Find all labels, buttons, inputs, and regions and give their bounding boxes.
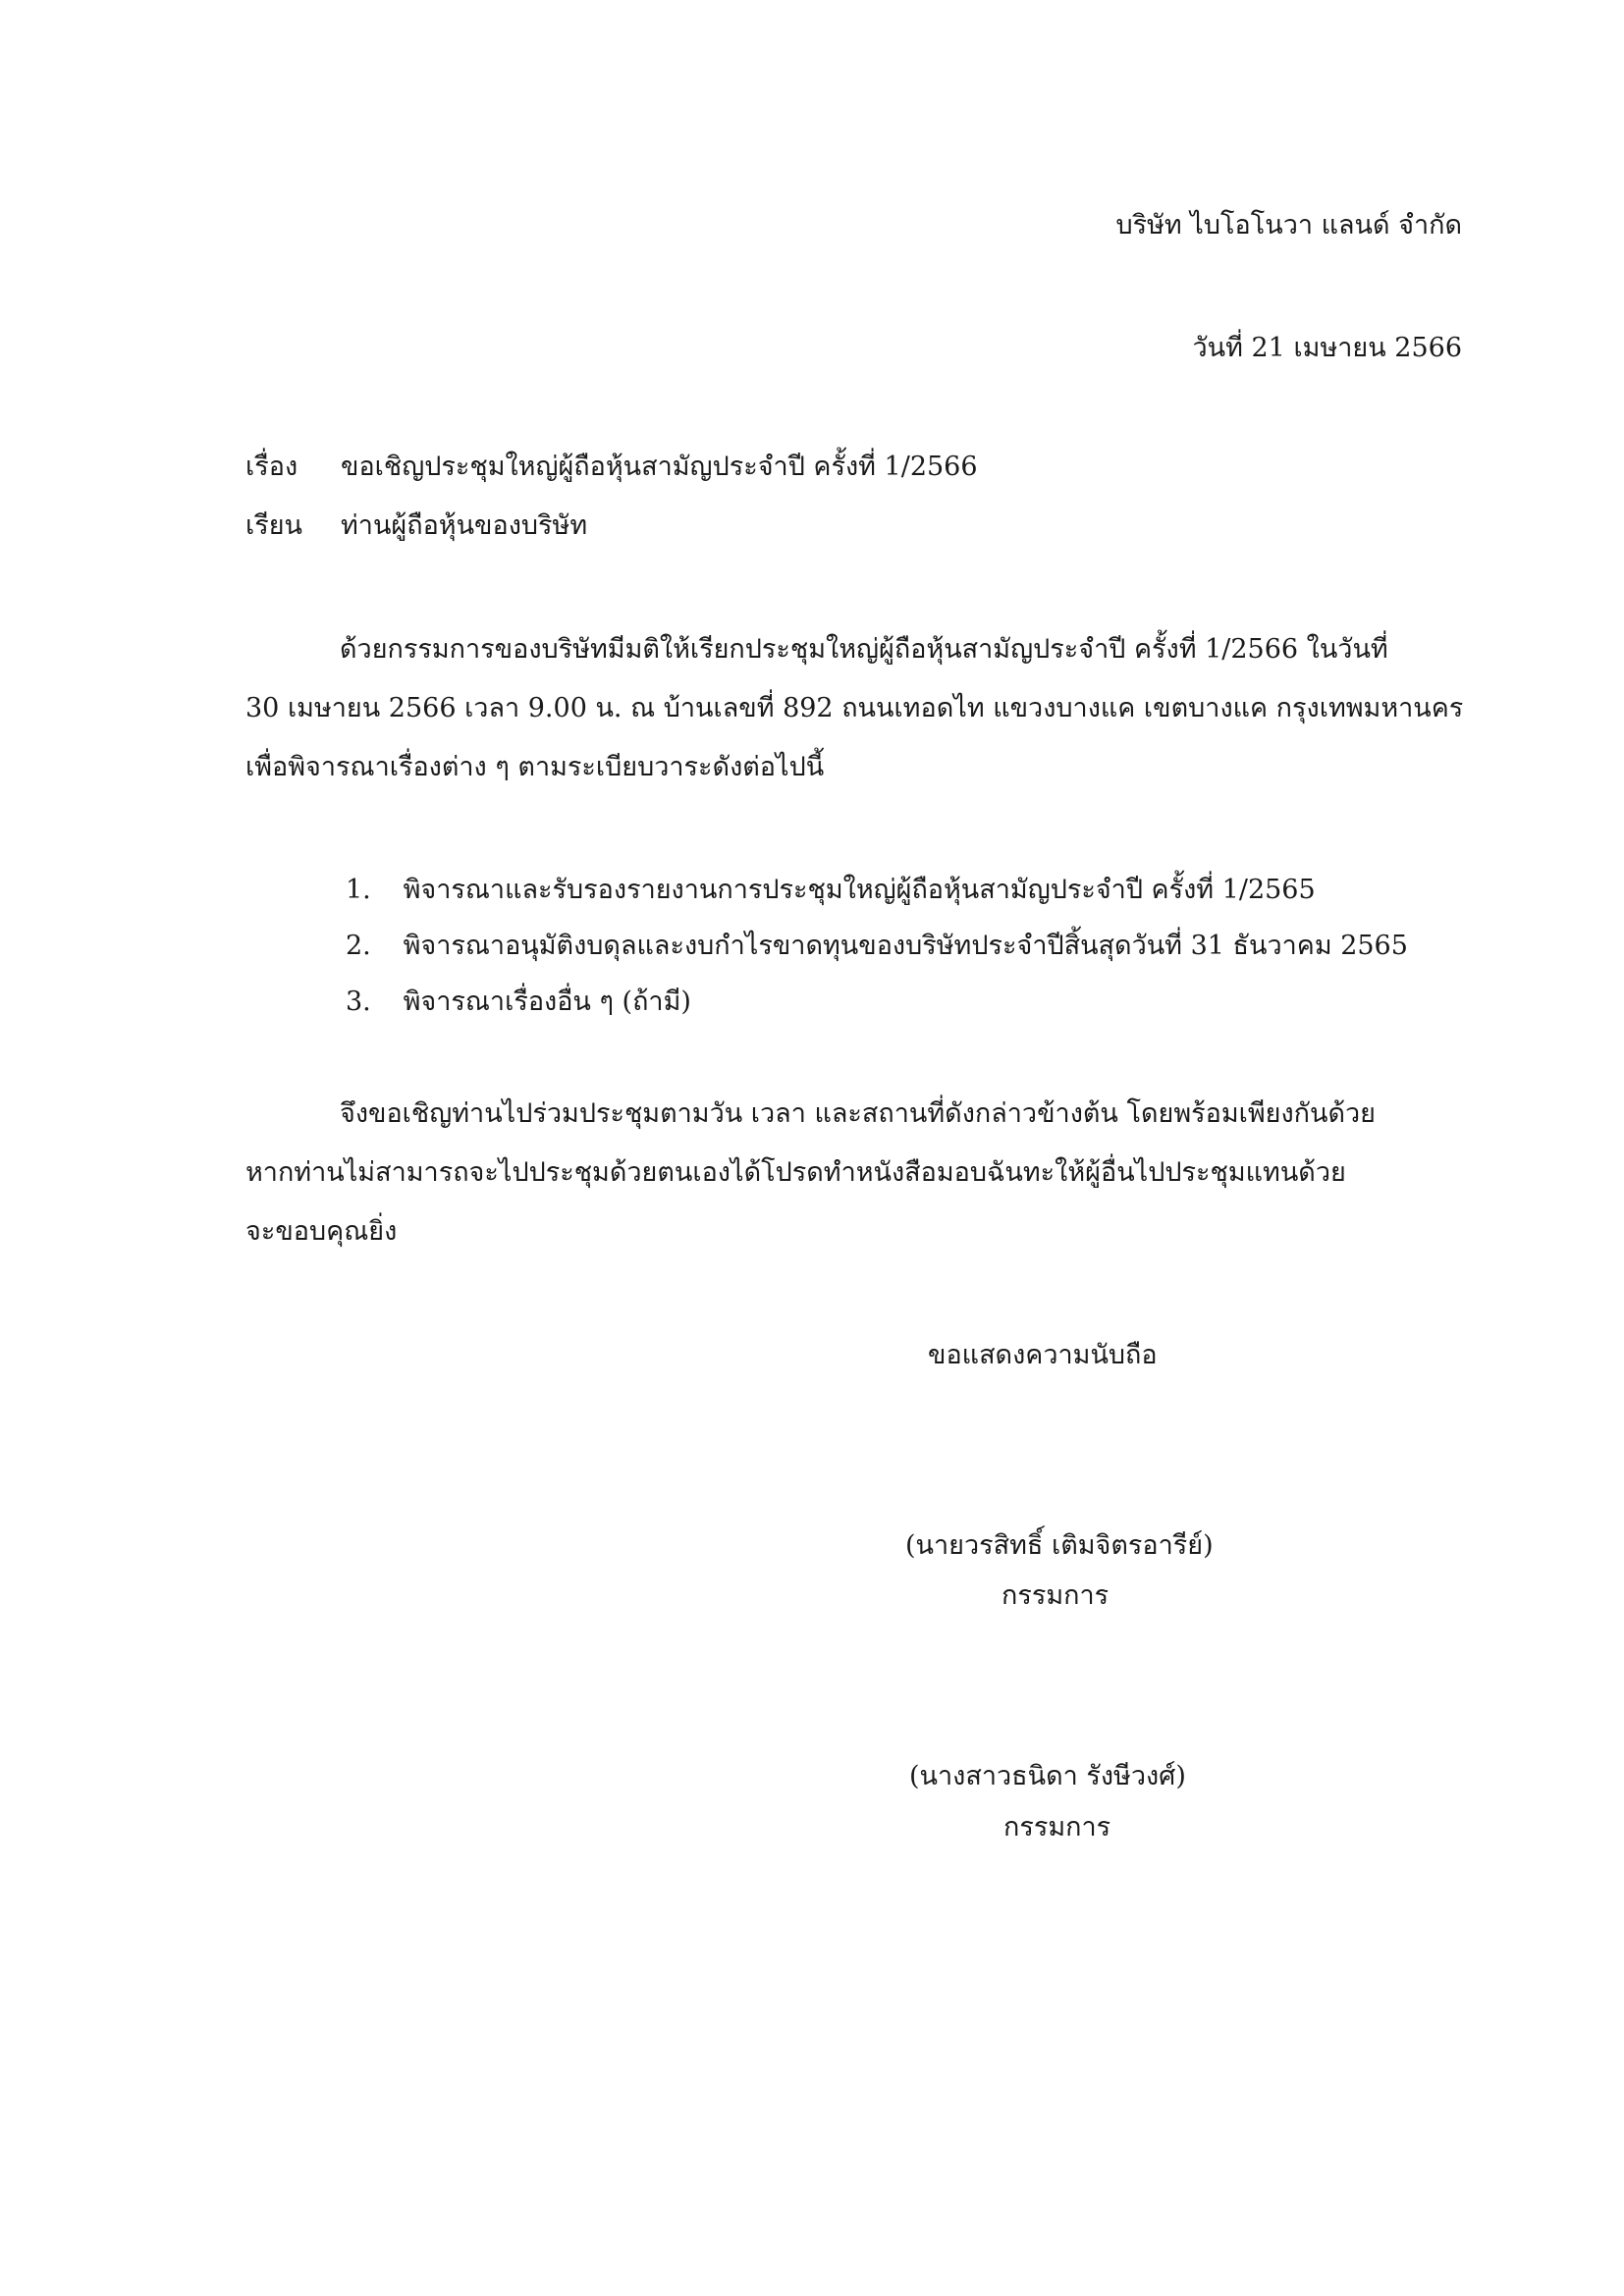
recipient-text: ท่านผู้ถือหุ้นของบริษัท [341, 510, 588, 541]
agenda-number: 1. [346, 875, 371, 905]
agenda-list [346, 862, 1408, 1030]
agenda-item [346, 918, 1408, 974]
paragraph-line: เพื่อพิจารณาเรื่องต่าง ๆ ตามระเบียบวาระดังต่อไปนี้ [245, 752, 825, 782]
signatory-title: กรรมการ [1003, 1812, 1111, 1842]
paragraph-line: หากท่านไม่สามารถจะไปประชุมด้วยตนเองได้โปรดทำหนังสือมอบฉันทะให้ผู้อื่นไปประชุมแทนด้วย [245, 1157, 1346, 1188]
agenda-item [346, 974, 1408, 1030]
closing-salutation: ขอแสดงความนับถือ [928, 1340, 1158, 1370]
agenda-text: พิจารณาอนุมัติงบดุลและงบกำไรขาดทุนของบริษัทประจำปีสิ้นสุดวันที่ 31 ธันวาคม 2565 [403, 931, 1408, 961]
paragraph-line: จึงขอเชิญท่านไปร่วมประชุมตามวัน เวลา และสถานที่ดังกล่าวข้างต้น โดยพร้อมเพียงกันด้วย [340, 1098, 1376, 1129]
signatory-title: กรรมการ [1001, 1580, 1110, 1611]
paragraph-line: จะขอบคุณยิ่ง [245, 1216, 398, 1247]
signatory-name: (นายวรสิทธิ์ เติมจิตรอารีย์) [905, 1530, 1214, 1561]
agenda-text: พิจารณาเรื่องอื่น ๆ (ถ้ามี) [403, 987, 691, 1017]
subject-label: เรื่อง [245, 452, 298, 482]
agenda-number: 3. [346, 987, 371, 1017]
agenda-text: พิจารณาและรับรองรายงานการประชุมใหญ่ผู้ถือหุ้นสามัญประจำปี ครั้งที่ 1/2565 [403, 875, 1316, 905]
agenda-number: 2. [346, 931, 371, 961]
agenda-item [346, 862, 1408, 918]
letter-date: วันที่ 21 เมษายน 2566 [1192, 333, 1462, 363]
paragraph-line: 30 เมษายน 2566 เวลา 9.00 น. ณ บ้านเลขที่ 892 ถนนเทอดไท แขวงบางแค เขตบางแค กรุงเทพมหานคร [245, 693, 1464, 723]
recipient-label: เรียน [245, 510, 303, 541]
subject-text: ขอเชิญประชุมใหญ่ผู้ถือหุ้นสามัญประจำปี ครั้งที่ 1/2566 [341, 452, 978, 482]
signatory-name: (นางสาวธนิดา รังษีวงศ์) [909, 1761, 1186, 1791]
company-name: บริษัท ไบโอโนวา แลนด์ จำกัด [1115, 210, 1462, 240]
paragraph-line: ด้วยกรรมการของบริษัทมีมติให้เรียกประชุมใหญ่ผู้ถือหุ้นสามัญประจำปี ครั้งที่ 1/2566 ในวันที่ [340, 634, 1388, 665]
body-paragraph-1 [245, 620, 1463, 797]
body-paragraph-2 [245, 1085, 1463, 1261]
